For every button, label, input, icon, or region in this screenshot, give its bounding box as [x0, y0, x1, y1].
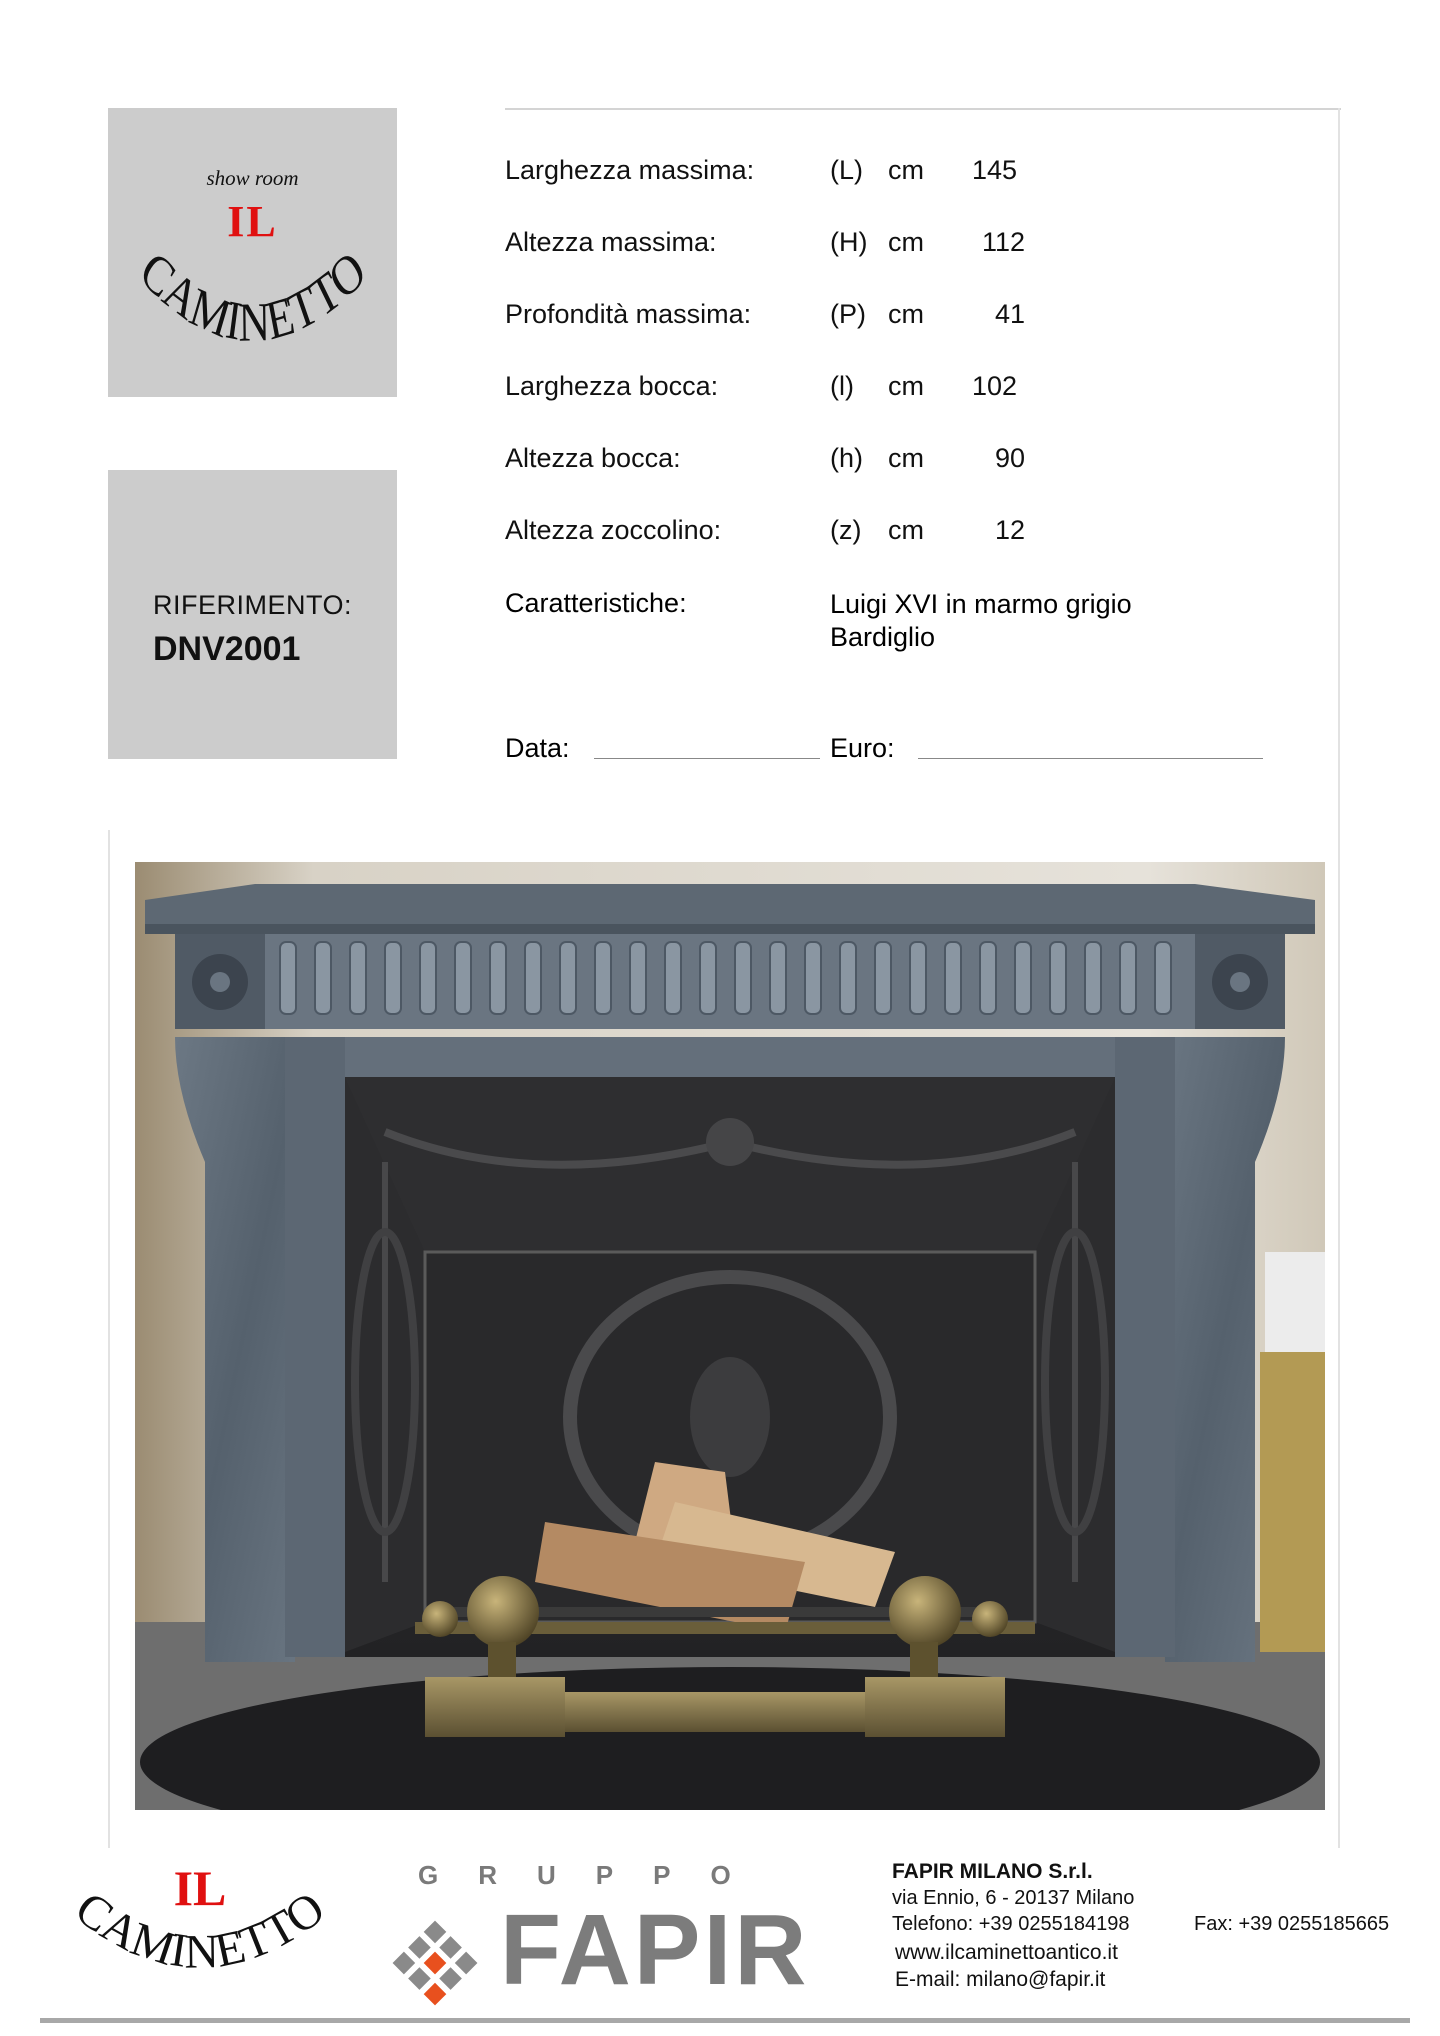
spec-unit: cm [888, 371, 924, 401]
company-fax: Fax: +39 0255185665 [1194, 1913, 1390, 1935]
logo-caminetto-text: CAMINETTO [131, 238, 375, 348]
showroom-logo-box [108, 108, 397, 397]
footer-caminetto-text: CAMINETTO [65, 1881, 335, 1979]
characteristics-line-1: Luigi XVI in marmo grigio [830, 589, 1132, 619]
svg-text:CAMINETTO [131, 239, 374, 348]
fireplace-illustration [135, 862, 1325, 1810]
company-email-link[interactable]: E-mail: milano@fapir.it [895, 1968, 1106, 1991]
reference-code: DNV2001 [153, 630, 301, 668]
spec-unit: cm [888, 443, 924, 473]
spec-value: 145 [971, 155, 1017, 185]
company-telephone: Telefono: +39 0255184198 [892, 1913, 1130, 1935]
logo-caminetto-arc [108, 228, 397, 348]
frame-left-line [108, 830, 110, 1848]
euro-label: Euro: [830, 733, 895, 763]
spec-code: (h) [830, 443, 863, 473]
spec-label: Altezza zoccolino: [505, 515, 722, 545]
spec-code: (L) [830, 155, 863, 185]
reference-label: RIFERIMENTO: [152, 590, 352, 620]
logo-il-text: IL [227, 197, 278, 246]
spec-unit: cm [888, 299, 924, 329]
spec-value: 12 [994, 515, 1025, 545]
fapir-wordmark: FAPIR [500, 1894, 810, 2006]
footer-caminetto-logo [30, 1855, 360, 2015]
fapir-diamond-icon [385, 1913, 485, 2013]
spec-code: (P) [830, 299, 866, 329]
characteristics-value [830, 588, 1250, 654]
data-label: Data: [505, 733, 570, 763]
footer-il-text: IL [173, 1860, 227, 1916]
company-name: FAPIR MILANO S.r.l. [892, 1860, 1093, 1883]
data-field-line[interactable] [594, 758, 820, 759]
spec-unit: cm [888, 227, 924, 257]
logo-showroom-text: show room [206, 166, 299, 190]
spec-unit: cm [888, 515, 924, 545]
spec-label: Altezza massima: [505, 227, 717, 257]
euro-field-line[interactable] [918, 758, 1263, 759]
spec-value: 90 [994, 443, 1025, 473]
spec-value: 112 [981, 227, 1025, 257]
spec-value: 102 [971, 371, 1017, 401]
spec-label: Larghezza bocca: [505, 371, 719, 401]
gruppo-text: GRUPPO [418, 1860, 771, 1890]
spec-label: Larghezza massima: [505, 155, 755, 185]
bottom-divider [40, 2018, 1410, 2023]
characteristics-line-2: Bardiglio [830, 622, 936, 652]
characteristics-label: Caratteristiche: [505, 588, 687, 618]
spec-code: (H) [830, 227, 868, 257]
company-website-link[interactable]: www.ilcaminettoantico.it [895, 1941, 1118, 1964]
spec-label: Altezza bocca: [505, 443, 681, 473]
frame-top-line [505, 108, 1341, 110]
spec-unit: cm [888, 155, 924, 185]
fireplace-photo [135, 862, 1325, 1810]
reference-box [108, 470, 397, 759]
frame-right-line [1338, 108, 1340, 1848]
spec-value: 41 [994, 299, 1025, 329]
spec-code: (l) [830, 371, 854, 401]
company-address: via Ennio, 6 - 20137 Milano [892, 1887, 1135, 1909]
spec-code: (z) [830, 515, 862, 545]
spec-label: Profondità massima: [505, 299, 752, 329]
